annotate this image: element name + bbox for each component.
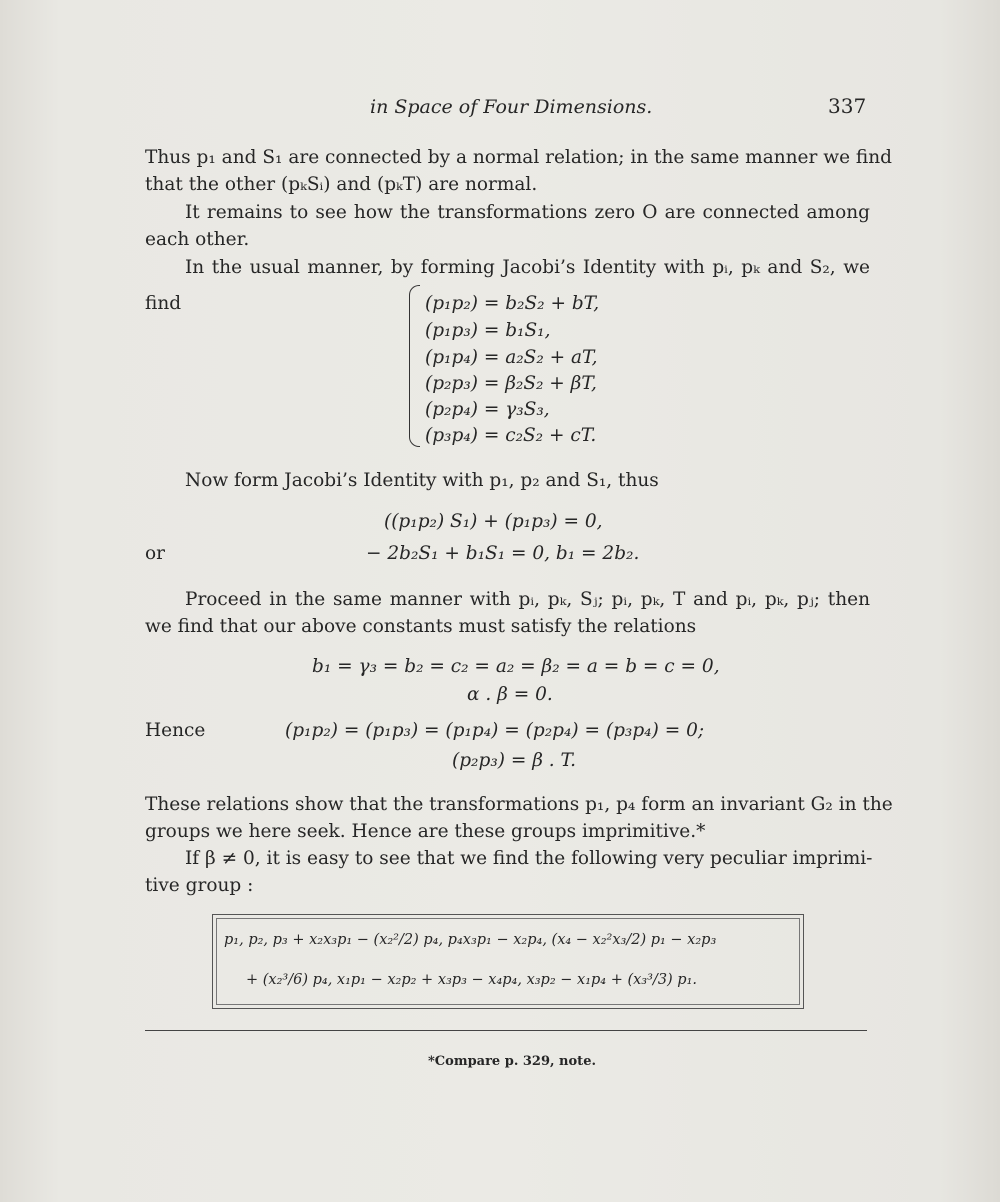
equation: (p₂p₃) = β . T. (452, 750, 577, 771)
page-number: 337 (828, 94, 867, 118)
equation: (p₂p₃) = β₂S₂ + βT, (425, 373, 597, 394)
hence-label: Hence (145, 720, 206, 741)
or-label: or (145, 543, 165, 564)
running-header: in Space of Four Dimensions. (370, 96, 653, 118)
footnote: *Compare p. 329, note. (428, 1054, 596, 1069)
equation: (p₁p₂) = b₂S₂ + bT, (425, 293, 600, 314)
paragraph-line: Proceed in the same manner with pᵢ, pₖ, Sⱼ; pᵢ, pₖ, T and pᵢ, pₖ, pⱼ; then (185, 589, 870, 610)
equation: (p₂p₄) = γ₃S₃, (425, 399, 550, 420)
paragraph-line: each other. (145, 229, 250, 250)
equation: (p₁p₂) = (p₁p₃) = (p₁p₄) = (p₂p₄) = (p₃p₄) = 0; (285, 720, 705, 741)
group-formula-line: p₁, p₂, p₃ + x₂x₃p₁ − (x₂²/2) p₄, p₄x₃p₁ − x₂p₄, (x₄ − x₂²x₃/2) p₁ − x₂p₃ (224, 932, 717, 948)
paragraph-line: groups we here seek. Hence are these groups imprimitive.* (145, 821, 706, 842)
equation: b₁ = γ₃ = b₂ = c₂ = a₂ = β₂ = a = b = c = 0, (312, 656, 720, 677)
paragraph-line: tive group : (145, 875, 254, 896)
equation: − 2b₂S₁ + b₁S₁ = 0, b₁ = 2b₂. (366, 543, 640, 564)
paragraph-line: that the other (pₖSᵢ) and (pₖT) are normal. (145, 174, 538, 195)
paragraph-line: we find that our above constants must satisfy the relations (145, 616, 697, 637)
paragraph-line: It remains to see how the transformations zero O are connected among (185, 202, 870, 223)
group-formula-line: + (x₂³/6) p₄, x₁p₁ − x₂p₂ + x₃p₃ − x₄p₄, x₃p₂ − x₁p₄ + (x₃³/3) p₁. (246, 972, 698, 988)
equation: (p₁p₄) = a₂S₂ + aT, (425, 347, 598, 368)
footnote-rule (145, 1030, 867, 1031)
equation: α . β = 0. (467, 684, 553, 705)
paragraph-line: Thus p₁ and S₁ are connected by a normal relation; in the same manner we find (145, 147, 892, 168)
paragraph-line: In the usual manner, by forming Jacobi’s Identity with pᵢ, pₖ and S₂, we (185, 257, 870, 278)
equation: (p₃p₄) = c₂S₂ + cT. (425, 425, 597, 446)
left-brace (409, 285, 420, 447)
paragraph-line: Now form Jacobi’s Identity with p₁, p₂ and S₁, thus (185, 470, 659, 491)
paragraph-line: If β ≠ 0, it is easy to see that we find the following very peculiar imprimi- (185, 848, 873, 869)
paragraph-line: find (145, 293, 182, 314)
paragraph-line: These relations show that the transformations p₁, p₄ form an invariant G₂ in the (145, 794, 893, 815)
equation: (p₁p₃) = b₁S₁, (425, 320, 551, 341)
equation: ((p₁p₂) S₁) + (p₁p₃) = 0, (384, 511, 603, 532)
